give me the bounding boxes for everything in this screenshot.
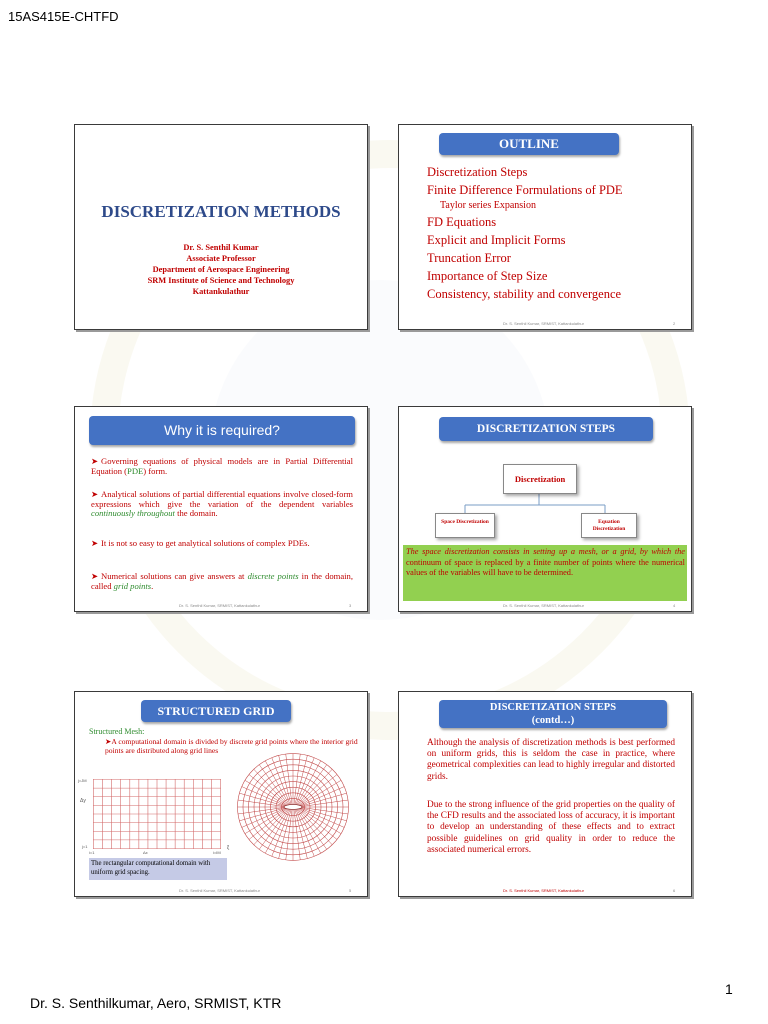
page-number: 1	[725, 981, 733, 997]
outline-list	[427, 163, 623, 303]
grid-ray	[299, 769, 333, 805]
slide-number: 6	[673, 888, 676, 893]
slide-1	[74, 124, 368, 330]
grid-ray	[299, 809, 333, 845]
grid-ray	[238, 807, 285, 814]
grid-ray	[254, 769, 288, 805]
outline-item: Discretization Steps	[427, 165, 528, 179]
author-name: Dr. S. Senthil Kumar	[183, 243, 259, 252]
axis-label-jmax: j=JM	[78, 778, 87, 783]
steps-contd-heading	[439, 700, 667, 728]
author-department: Department of Aerospace Engineering	[152, 265, 290, 274]
space-discretization-node: Space Discretization	[435, 513, 495, 538]
grid-ray	[259, 765, 288, 805]
why-heading: Why it is required?	[89, 416, 355, 445]
axis-label-dy: Δy	[80, 798, 86, 804]
slide-number: 2	[673, 321, 676, 326]
page-footer-author: Dr. S. Senthilkumar, Aero, SRMIST, KTR	[30, 995, 282, 1011]
grid-ray	[298, 809, 327, 849]
bullet-2: ➤ Analytical solutions of partial differential equations involve closed-form expressions which give the variation of the dependent variables continuously throughout the domain.	[91, 489, 353, 518]
grid-ray	[238, 800, 285, 807]
heading-line-2: (contd…)	[531, 715, 575, 726]
outline-item: Importance of Step Size	[427, 269, 548, 283]
slide-number: 5	[349, 888, 352, 893]
author-position: Associate Professor	[186, 254, 256, 263]
bullet-1: ➤ Governing equations of physical models are in Partial Differential Equation (PDE) form.	[91, 456, 353, 476]
slide-footer: Dr. S. Senthil Kumar, SRMIST, Kattankulathur	[503, 603, 584, 608]
outline-item: Finite Difference Formulations of PDE	[427, 183, 623, 197]
slide-4	[398, 406, 692, 612]
slide-footer: Dr. S. Senthil Kumar, SRMIST, Kattankulathur	[503, 321, 584, 326]
slide-2	[398, 124, 692, 330]
author-location: Kattankulathur	[192, 287, 250, 296]
axis-label-i1: i=1	[89, 850, 95, 855]
slide-6	[398, 691, 692, 897]
slide-title: DISCRETIZATION METHODS	[101, 202, 341, 221]
grid-ray	[301, 800, 348, 807]
outline-item: Consistency, stability and convergence	[427, 287, 622, 301]
definition-text: The space discretization consists in setting up a mesh, or a grid, by which the continuum of space is replaced by a finite number of points where the numerical values of the variables will have to be determined.	[406, 547, 685, 577]
bullet-4: ➤ Numerical solutions can give answers at discrete points in the domain, called grid points.	[91, 571, 354, 591]
heading-line-1: DISCRETIZATION STEPS	[489, 702, 617, 713]
slide-footer: Dr. S. Senthil Kumar, SRMIST, Kattankulathur	[179, 888, 260, 893]
slide-number: 4	[673, 603, 676, 608]
rectangular-grid	[93, 779, 221, 849]
slide-5	[74, 691, 368, 897]
equation-discretization-node: Equation Discretization	[581, 513, 637, 538]
structured-grid-heading: STRUCTURED GRID	[141, 700, 291, 722]
mesh-bullet: ➤A computational domain is divided by discrete grid points where the interior grid points are distributed along grid lines	[105, 737, 358, 755]
grid-ray	[259, 809, 288, 849]
axis-label-imax: i=IM	[213, 850, 221, 855]
author-institute: SRM Institute of Science and Technology	[147, 276, 295, 285]
o-grid-around-airfoil	[237, 751, 349, 863]
course-code: 15AS415E-CHTFD	[8, 9, 119, 24]
author-block	[75, 242, 367, 297]
bullet-3: ➤ It is not so easy to get analytical solutions of complex PDEs.	[91, 538, 310, 548]
airfoil	[284, 805, 302, 810]
outline-item: FD Equations	[427, 215, 497, 229]
outline-heading: OUTLINE	[439, 133, 619, 155]
slide-footer: Dr. S. Senthil Kumar, SRMIST, Kattankulathur	[503, 888, 584, 893]
structured-mesh-label: Structured Mesh:	[89, 727, 145, 736]
grid-caption: The rectangular computational domain with uniform grid spacing.	[89, 858, 227, 880]
outline-subitem: Taylor series Expansion	[440, 200, 536, 211]
discretization-node: Discretization	[503, 464, 577, 494]
steps-heading: DISCRETIZATION STEPS	[439, 417, 653, 441]
outline-item: Explicit and Implicit Forms	[427, 233, 566, 247]
outline-item: Truncation Error	[427, 251, 511, 265]
paragraph-1: Although the analysis of discretization methods is best performed on uniform grids, this is seldom the case in practice, where geometrical complexities can lead to highly irregular and distorted grids.	[427, 738, 675, 782]
grid-ray	[254, 809, 288, 845]
slide-3	[74, 406, 368, 612]
axis-label-xi: ξ	[227, 845, 230, 851]
slide-footer: Dr. S. Senthil Kumar, SRMIST, Kattankulathur	[179, 603, 260, 608]
slide-number: 3	[349, 603, 352, 608]
paragraph-2: Due to the strong influence of the grid properties on the quality of the CFD results and the associated loss of accuracy, it is important to develop an understanding of these effects and to extract possible guidelines on grid quality in order to reduce the associated numerical errors.	[427, 800, 675, 855]
axis-label-dx: Δx	[143, 850, 148, 855]
grid-ray	[301, 807, 348, 814]
grid-ray	[298, 765, 327, 805]
axis-label-j1: j=1	[82, 844, 88, 849]
